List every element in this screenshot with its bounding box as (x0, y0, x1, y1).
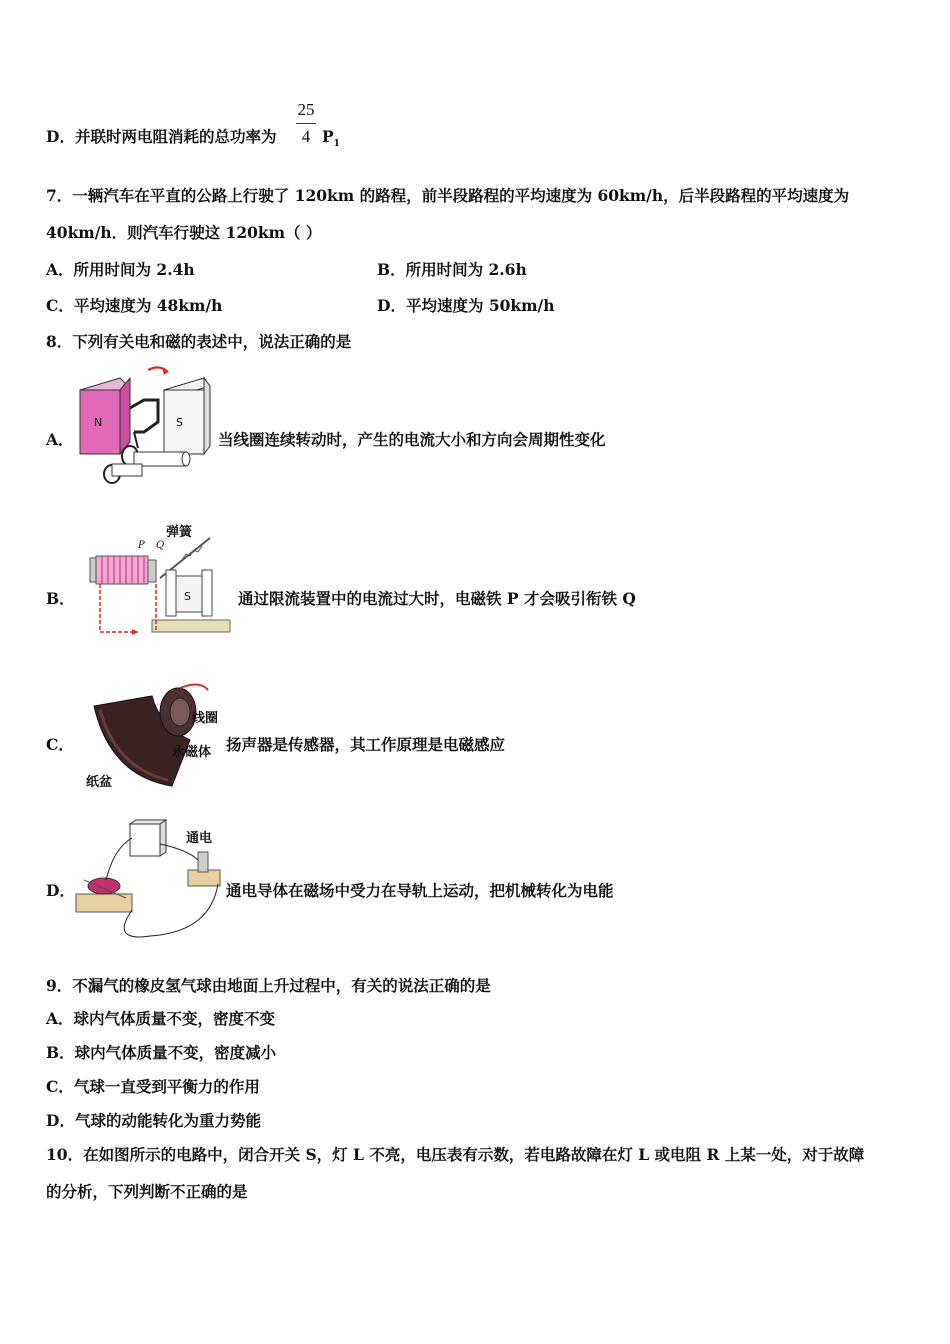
q8-option-c-text: 扬声器是传感器，其工作原理是电磁感应 (226, 735, 506, 754)
fraction-bar (296, 123, 316, 124)
q6-option-d-text: D．并联时两电阻消耗的总功率为 (46, 127, 277, 146)
loudspeaker-figure (80, 676, 225, 796)
q9-stem: 9．不漏气的橡皮氢气球由地面上升过程中，有关的说法正确的是 (46, 976, 491, 995)
q9-option-d: D．气球的动能转化为重力势能 (46, 1111, 261, 1130)
q9-option-c: C．气球一直受到平衡力的作用 (46, 1077, 260, 1096)
fraction-numerator: 25 (297, 100, 315, 119)
label-p: P (138, 540, 145, 551)
fraction-denominator: 4 (301, 127, 311, 146)
power-letter: P (322, 127, 334, 146)
q8-option-d-text: 通电导体在磁场中受力在导轨上运动，把机械转化为电能 (226, 881, 614, 900)
q8-option-a-label: A． (46, 430, 74, 449)
q10-stem-line1: 10．在如图所示的电路中，闭合开关 S，灯 L 不亮，电压表有示数，若电路故障在灯 L 或电阻 R 上某一处，对于故障 (46, 1145, 865, 1164)
magnet-s-label: S (176, 416, 183, 429)
q9-option-b: B．球内气体质量不变，密度减小 (46, 1043, 277, 1062)
label-coil: 线圈 (192, 711, 219, 726)
q9-option-a: A．球内气体质量不变，密度不变 (46, 1009, 276, 1028)
q8-option-d-label: D． (46, 881, 75, 900)
power-subscript: 1 (333, 139, 340, 150)
q8-option-a-text: 当线圈连续转动时，产生的电流大小和方向会周期性变化 (218, 430, 606, 449)
q8-stem: 8．下列有关电和磁的表述中，说法正确的是 (46, 332, 352, 351)
label-power: 通电 (186, 831, 213, 846)
motor-rail-figure (70, 818, 230, 942)
magnet-n-label: N (94, 416, 103, 429)
q7-stem-line2: 40km/h．则汽车行驶这 120km（ ） (46, 223, 322, 242)
q7-option-c: C．平均速度为 48km/h (46, 296, 223, 315)
q7-stem-line1: 7．一辆汽车在平直的公路上行驶了 120km 的路程，前半段路程的平均速度为 60km/h，后半段路程的平均速度为 (46, 186, 850, 205)
q6-option-d (46, 127, 276, 147)
q8-option-c-label: C． (46, 735, 74, 754)
q8-option-b-label: B． (46, 589, 75, 608)
power-symbol (322, 127, 340, 154)
label-cone: 纸盆 (86, 775, 113, 790)
q10-stem-line2: 的分析，下列判断不正确的是 (46, 1182, 248, 1201)
label-spring: 弹簧 (166, 525, 193, 540)
label-q: Q (156, 540, 165, 551)
current-limiter-figure (82, 520, 234, 648)
label-s: S (184, 590, 191, 603)
generator-figure (72, 360, 222, 490)
q7-option-a: A．所用时间为 2.4h (46, 260, 195, 279)
q7-option-d: D．平均速度为 50km/h (377, 296, 555, 315)
q7-option-b: B．所用时间为 2.6h (377, 260, 527, 279)
q8-option-b-text: 通过限流装置中的电流过大时，电磁铁 P 才会吸引衔铁 Q (238, 589, 636, 608)
label-magnet: 永磁体 (172, 745, 212, 760)
